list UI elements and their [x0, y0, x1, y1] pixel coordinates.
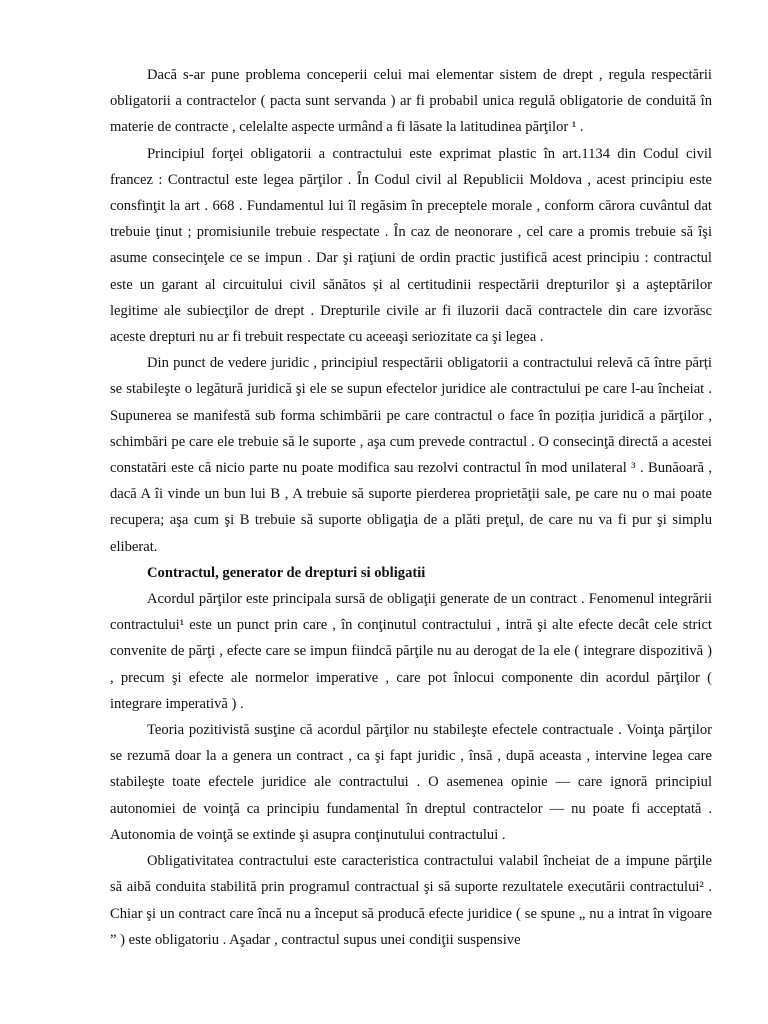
- paragraph-5: Teoria pozitivistă susţine că acordul părţilor nu stabileşte efectele contractuale . Voinţa părţilor se rezumă doar la a genera un contract , ca şi fapt juridic , însă , după aceasta , intervine legea care stabileşte toate efectele juridice ale contractului . O asemenea opinie — care ignoră principiul autonomiei de voinţă ca principiu fundamental în dreptul contractelor — nu poate fi acceptată . Autonomia de voinţă se extinde şi asupra conţinutului contractului .: [110, 722, 712, 843]
- section-heading: Contractul, generator de drepturi si obligatii: [147, 564, 426, 581]
- paragraph-3: Din punct de vedere juridic , principiul respectării obligatorii a contractului relevă că între părți se stabileşte o legătură juridică şi ele se supun efectelor juridice ale contractului pe care l-au încheiat . Supunerea se manifestă sub forma schimbării pe care contractul o face în poziția juridică a părţilor , schimbări pe care ele trebuie să le suporte , aşa cum prevede contractul . O consecinţă directă a acestei constatări este că nicio parte nu poate modifica sau rezolvi contractul în mod unilateral ³ . Bunăoară , dacă A îi vinde un bun lui B , A trebuie să suporte pierderea proprietăţii sale, pe care nu o mai poate recupera; aşa cum şi B trebuie să suporte obligaţia de a plăti preţul, de care nu va fi pur şi simplu eliberat.: [110, 355, 712, 555]
- paragraph-1: Dacă s-ar pune problema conceperii celui mai elementar sistem de drept , regula respectării obligatorii a contractelor ( pacta sunt servanda ) ar fi probabil unica regulă obligatorie de conduită în materie de contracte , celelalte aspecte urmând a fi lăsate la latitudinea părţilor ¹ .: [110, 67, 712, 136]
- document-page: [110, 62, 712, 953]
- paragraph-4: Acordul părţilor este principala sursă de obligaţii generate de un contract . Fenomenul integrării contractului¹ este un punct prin care , în conţinutul contractului , intră şi alte efecte decât cele strict convenite de părţi , efecte care se impun fiindcă părţile nu au derogat de la ele ( integrare dispozitivă ) , precum şi efecte ale normelor imperative , care pot înlocui componente din acordul părţilor ( integrare imperativă ) .: [110, 591, 712, 712]
- paragraph-2: Principiul forţei obligatorii a contractului este exprimat plastic în art.1134 din Codul civil francez : Contractul este legea părţilor . În Codul civil al Republicii Moldova , acest principiu este consfinţit la art . 668 . Fundamentul lui îl regăsim în preceptele morale , conform cărora cuvântul dat trebuie ţinut ; promisiunile trebuie respectate . În caz de neonorare , cel care a promis trebuie să îşi asume consecinţele ce se impun . Dar şi raţiuni de ordin practic justifică acest principiu : contractul este un garant al circuitului civil sănătos și al certitudinii respectării drepturilor şi a aşteptărilor legitime ale subiecţilor de drept . Drepturile civile ar fi iluzorii dacă contractele din care izvorăsc aceste drepturi nu ar fi trebuit respectate cu aceeaşi seriozitate ca şi legea .: [110, 145, 712, 346]
- paragraph-6: Obligativitatea contractului este caracteristica contractului valabil încheiat de a impune părţile să aibă conduita stabilită prin programul contractual şi să suporte rezultatele executării contractului² . Chiar şi un contract care încă nu a început să producă efecte juridice ( se spune „ nu a intrat în vigoare ” ) este obligatoriu . Aşadar , contractul supus unei condiţii suspensive: [110, 853, 712, 948]
